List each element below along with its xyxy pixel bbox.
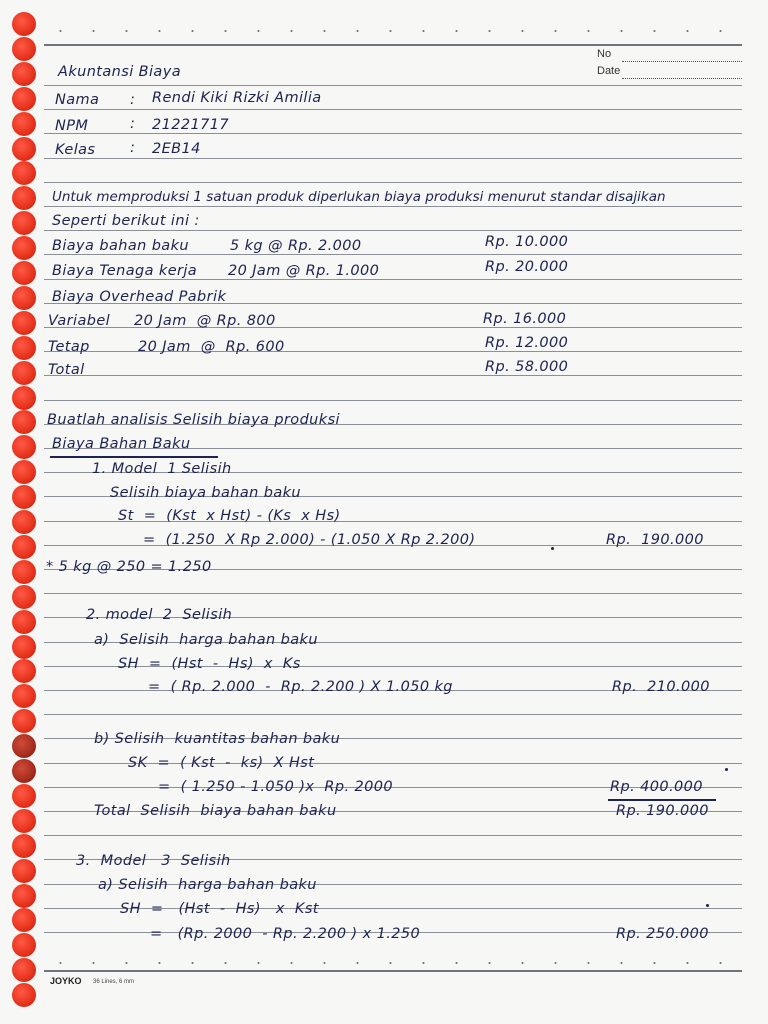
binder-hole — [12, 585, 36, 609]
bottom-rule — [44, 970, 742, 972]
binder-hole — [12, 286, 36, 310]
bbb-calc: 5 kg @ Rp. 2.000 — [230, 238, 362, 254]
ruled-line — [44, 714, 742, 715]
model-3a-heading: a) Selisih harga bahan baku — [98, 877, 317, 893]
kelas-label: Kelas — [55, 142, 96, 158]
binder-hole — [12, 659, 36, 683]
binder-hole — [12, 12, 36, 36]
model-3-heading: 3. Model 3 Selisih — [76, 853, 231, 869]
binder-hole — [12, 709, 36, 733]
model-1-heading: 1. Model 1 Selisih — [92, 461, 232, 477]
binder-hole — [12, 87, 36, 111]
npm-sep: : — [130, 116, 136, 132]
bbb-label: Biaya bahan baku — [52, 238, 189, 254]
binder-hole — [12, 112, 36, 136]
stray-mark — [551, 547, 554, 550]
variabel-label: Variabel — [48, 313, 111, 329]
total-value: Rp. 58.000 — [485, 359, 569, 375]
binder-hole — [12, 535, 36, 559]
binder-hole — [12, 435, 36, 459]
binder-hole — [12, 859, 36, 883]
binder-hole — [12, 37, 36, 61]
binder-hole — [12, 336, 36, 360]
model-1-note: * 5 kg @ 250 = 1.250 — [46, 559, 212, 575]
tetap-total: Rp. 12.000 — [485, 335, 569, 351]
model-1-formula: St = (Kst x Hst) - (Ks x Hs) — [118, 508, 341, 524]
ruled-line — [44, 158, 742, 159]
ruled-line — [44, 109, 742, 110]
stray-mark — [706, 904, 709, 907]
binder-hole — [12, 161, 36, 185]
stray-mark — [725, 768, 728, 771]
model-1-result: Rp. 190.000 — [606, 532, 704, 548]
binder-hole — [12, 460, 36, 484]
variabel-total: Rp. 16.000 — [483, 311, 567, 327]
model-2-total-label: Total Selisih biaya bahan baku — [94, 803, 337, 819]
btk-calc: 20 Jam @ Rp. 1.000 — [228, 263, 380, 279]
ruled-line — [44, 835, 742, 836]
binder-hole — [12, 884, 36, 908]
tetap-label: Tetap — [48, 339, 90, 355]
binder-hole — [12, 236, 36, 260]
ruled-line — [44, 593, 742, 594]
binder-hole — [12, 759, 36, 783]
brand-logo: JOYKO — [50, 976, 82, 986]
binder-hole — [12, 635, 36, 659]
binder-hole — [12, 684, 36, 708]
tetap-calc: 20 Jam @ Rp. 600 — [138, 339, 285, 355]
binder-hole — [12, 734, 36, 758]
ruled-line — [44, 400, 742, 401]
intro-line-1: Untuk memproduksi 1 satuan produk diperlukan biaya produksi menurut standar disajikan — [52, 189, 666, 205]
binder-holes — [0, 0, 48, 1024]
model-2a-calc: = ( Rp. 2.000 - Rp. 2.200 ) X 1.050 kg — [148, 679, 453, 695]
ruled-line — [44, 279, 742, 280]
bbb-total: Rp. 10.000 — [485, 234, 569, 250]
model-2b-calc: = ( 1.250 - 1.050 )x Rp. 2000 — [158, 779, 393, 795]
total-label: Total — [48, 362, 85, 378]
binder-hole — [12, 784, 36, 808]
binder-hole — [12, 510, 36, 534]
binder-hole — [12, 983, 36, 1007]
binder-hole — [12, 933, 36, 957]
binder-hole — [12, 311, 36, 335]
binder-hole — [12, 958, 36, 982]
binder-hole — [12, 361, 36, 385]
nama-label: Nama — [55, 92, 100, 108]
model-1-sub: Selisih biaya bahan baku — [110, 485, 301, 501]
model-3a-calc: = (Rp. 2000 - Rp. 2.200 ) x 1.250 — [150, 926, 421, 942]
nama-value: Rendi Kiki Rizki Amilia — [152, 90, 322, 106]
binder-hole — [12, 261, 36, 285]
top-rule — [44, 44, 742, 46]
bahan-baku-heading: Biaya Bahan Baku — [52, 436, 191, 452]
model-2b-result: Rp. 400.000 — [610, 779, 703, 795]
model-3a-formula: SH = (Hst - Hs) x Kst — [120, 901, 319, 917]
binder-hole — [12, 485, 36, 509]
binder-hole — [12, 410, 36, 434]
bottom-dotted-row — [44, 962, 742, 964]
binder-hole — [12, 186, 36, 210]
intro-line-2: Seperti berikut ini : — [52, 213, 200, 229]
binder-hole — [12, 137, 36, 161]
date-field — [622, 77, 742, 79]
kelas-value: 2EB14 — [152, 141, 201, 157]
no-label: No — [597, 48, 612, 60]
model-2a-formula: SH = (Hst - Hs) x Ks — [118, 656, 301, 672]
model-2a-result: Rp. 210.000 — [612, 679, 710, 695]
ruled-line — [44, 182, 742, 183]
ruled-line — [44, 375, 742, 376]
binder-hole — [12, 908, 36, 932]
binder-hole — [12, 560, 36, 584]
model-2b-heading: b) Selisih kuantitas bahan baku — [94, 731, 341, 747]
model-3a-result: Rp. 250.000 — [616, 926, 709, 942]
model-2b-formula: SK = ( Kst - ks) X Hst — [128, 755, 315, 771]
heading-underline — [50, 456, 218, 458]
ruled-line — [44, 133, 742, 134]
task-heading: Buatlah analisis Selisih biaya produksi — [47, 412, 340, 428]
model-2a-heading: a) Selisih harga bahan baku — [94, 632, 318, 648]
binder-hole — [12, 386, 36, 410]
ruled-line — [44, 206, 742, 207]
binder-hole — [12, 211, 36, 235]
ruled-line — [44, 85, 742, 86]
npm-value: 21221717 — [152, 117, 230, 133]
no-field — [622, 60, 742, 62]
ruled-line — [44, 254, 742, 255]
nama-sep: : — [130, 92, 136, 108]
ruled-line — [44, 230, 742, 231]
btk-total: Rp. 20.000 — [485, 259, 569, 275]
btk-label: Biaya Tenaga kerja — [52, 263, 198, 279]
date-label: Date — [597, 65, 621, 77]
binder-hole — [12, 809, 36, 833]
top-dotted-row — [44, 30, 742, 32]
binder-hole — [12, 610, 36, 634]
binder-hole — [12, 62, 36, 86]
brand-subtitle: 36 Lines, 6 mm — [93, 979, 135, 985]
model-2-total: Rp. 190.000 — [616, 803, 709, 819]
variabel-calc: 20 Jam @ Rp. 800 — [134, 313, 276, 329]
binder-hole — [12, 834, 36, 858]
kelas-sep: : — [130, 140, 136, 156]
npm-label: NPM — [55, 118, 89, 134]
bop-label: Biaya Overhead Pabrik — [52, 289, 227, 305]
title: Akuntansi Biaya — [58, 64, 181, 80]
model-2-heading: 2. model 2 Selisih — [86, 607, 233, 623]
model-1-calc: = (1.250 X Rp 2.000) - (1.050 X Rp 2.200) — [143, 532, 476, 548]
result-underline — [608, 799, 716, 801]
